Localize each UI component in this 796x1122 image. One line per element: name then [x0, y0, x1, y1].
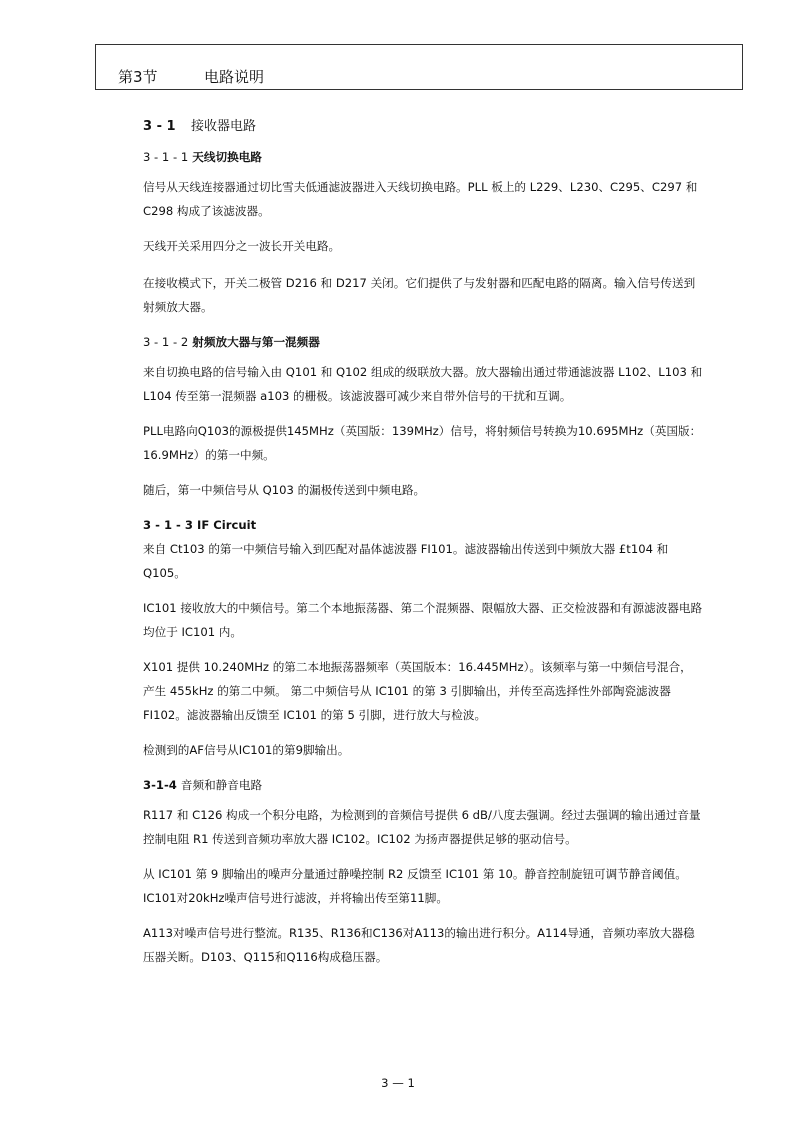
subsection-title: 射频放大器与第一混频器: [192, 335, 320, 349]
subsection-heading: [143, 773, 703, 797]
subsection-title: 天线切换电路: [192, 150, 262, 164]
paragraph: 检测到的AF信号从IC101的第9脚输出。: [143, 743, 350, 757]
paragraph: A113对噪声信号进行整流。R135、R136和C136对A113的输出进行积分。A114导通，音频功率放大器稳压器关断。D103、Q115和Q116构成稳压器。: [143, 926, 695, 964]
subsection-number: 3 - 1 - 3: [143, 518, 193, 532]
paragraph: 从 IC101 第 9 脚输出的噪声分量通过静噪控制 R2 反馈至 IC101 第 10。静音控制旋钮可调节静音阈值。IC101对20kHz噪声信号进行滤波，并将输出传至第11脚。: [143, 867, 687, 905]
paragraph: 来自切换电路的信号输入由 Q101 和 Q102 组成的级联放大器。放大器输出通过带通滤波器 L102、L103 和 L104 传至第一混频器 a103 的栅极。该滤波器可减少来自带外信号的干扰和互调。: [143, 365, 703, 403]
document-body: [143, 115, 703, 980]
paragraph: PLL电路向Q103的源极提供145MHz（英国版：139MHz）信号，将射频信号转换为10.695MHz（英国版：16.9MHz）的第一中频。: [143, 424, 702, 462]
subsection-heading: [143, 513, 703, 537]
subsection-number: 3 - 1 - 1: [143, 150, 189, 164]
subsection-heading: [143, 330, 703, 354]
paragraph: 在接收模式下，开关二极管 D216 和 D217 关闭。它们提供了与发射器和匹配电路的隔离。输入信号传送到射频放大器。: [143, 276, 696, 314]
section-heading: [143, 115, 703, 139]
section-title: 接收器电路: [191, 119, 257, 134]
paragraph: 信号从天线连接器通过切比雪夫低通滤波器进入天线切换电路。PLL 板上的 L229、L230、C295、C297 和 C298 构成了该滤波器。: [143, 180, 698, 218]
section-header-box: [95, 44, 743, 90]
page-number: 3 — 1: [381, 1076, 415, 1090]
paragraph: R117 和 C126 构成一个积分电路，为检测到的音频信号提供 6 dB/八度去强调。经过去强调的输出通过音量控制电阻 R1 传送到音频功率放大器 IC102。IC102 为扬声器提供足够的驱动信号。: [143, 808, 701, 846]
subsection-title: 音频和静音电路: [180, 778, 263, 792]
subsection-number: 3 - 1 - 2: [143, 335, 189, 349]
paragraph: 来自 Ct103 的第一中频信号输入到匹配对晶体滤波器 FI101。滤波器输出传送到中频放大器 £t104 和 Q105。: [143, 542, 669, 580]
subsection-number: 3-1-4: [143, 778, 177, 792]
subsection-title: IF Circuit: [197, 518, 257, 532]
header-section-title: 电路说明: [204, 68, 265, 86]
paragraph: IC101 接收放大的中频信号。第二个本地振荡器、第二个混频器、限幅放大器、正交检波器和有源滤波器电路均位于 IC101 内。: [143, 601, 703, 639]
header-section-number: 第3节: [118, 68, 158, 86]
subsection-heading: [143, 145, 703, 169]
section-number: 3 - 1: [143, 119, 176, 134]
paragraph: 天线开关采用四分之一波长开关电路。: [143, 239, 341, 253]
paragraph: X101 提供 10.240MHz 的第二本地振荡器频率（英国版本：16.445MHz）。该频率与第一中频信号混合，产生 455kHz 的第二中频。 第二中频信号从 IC101 的第 3 引脚输出，并传至高选择性外部陶瓷滤波器FI102。滤波器输出反馈至 IC101 的第 5 引脚，进行放大与检波。: [143, 660, 692, 722]
paragraph: 随后，第一中频信号从 Q103 的漏极传送到中频电路。: [143, 483, 426, 497]
